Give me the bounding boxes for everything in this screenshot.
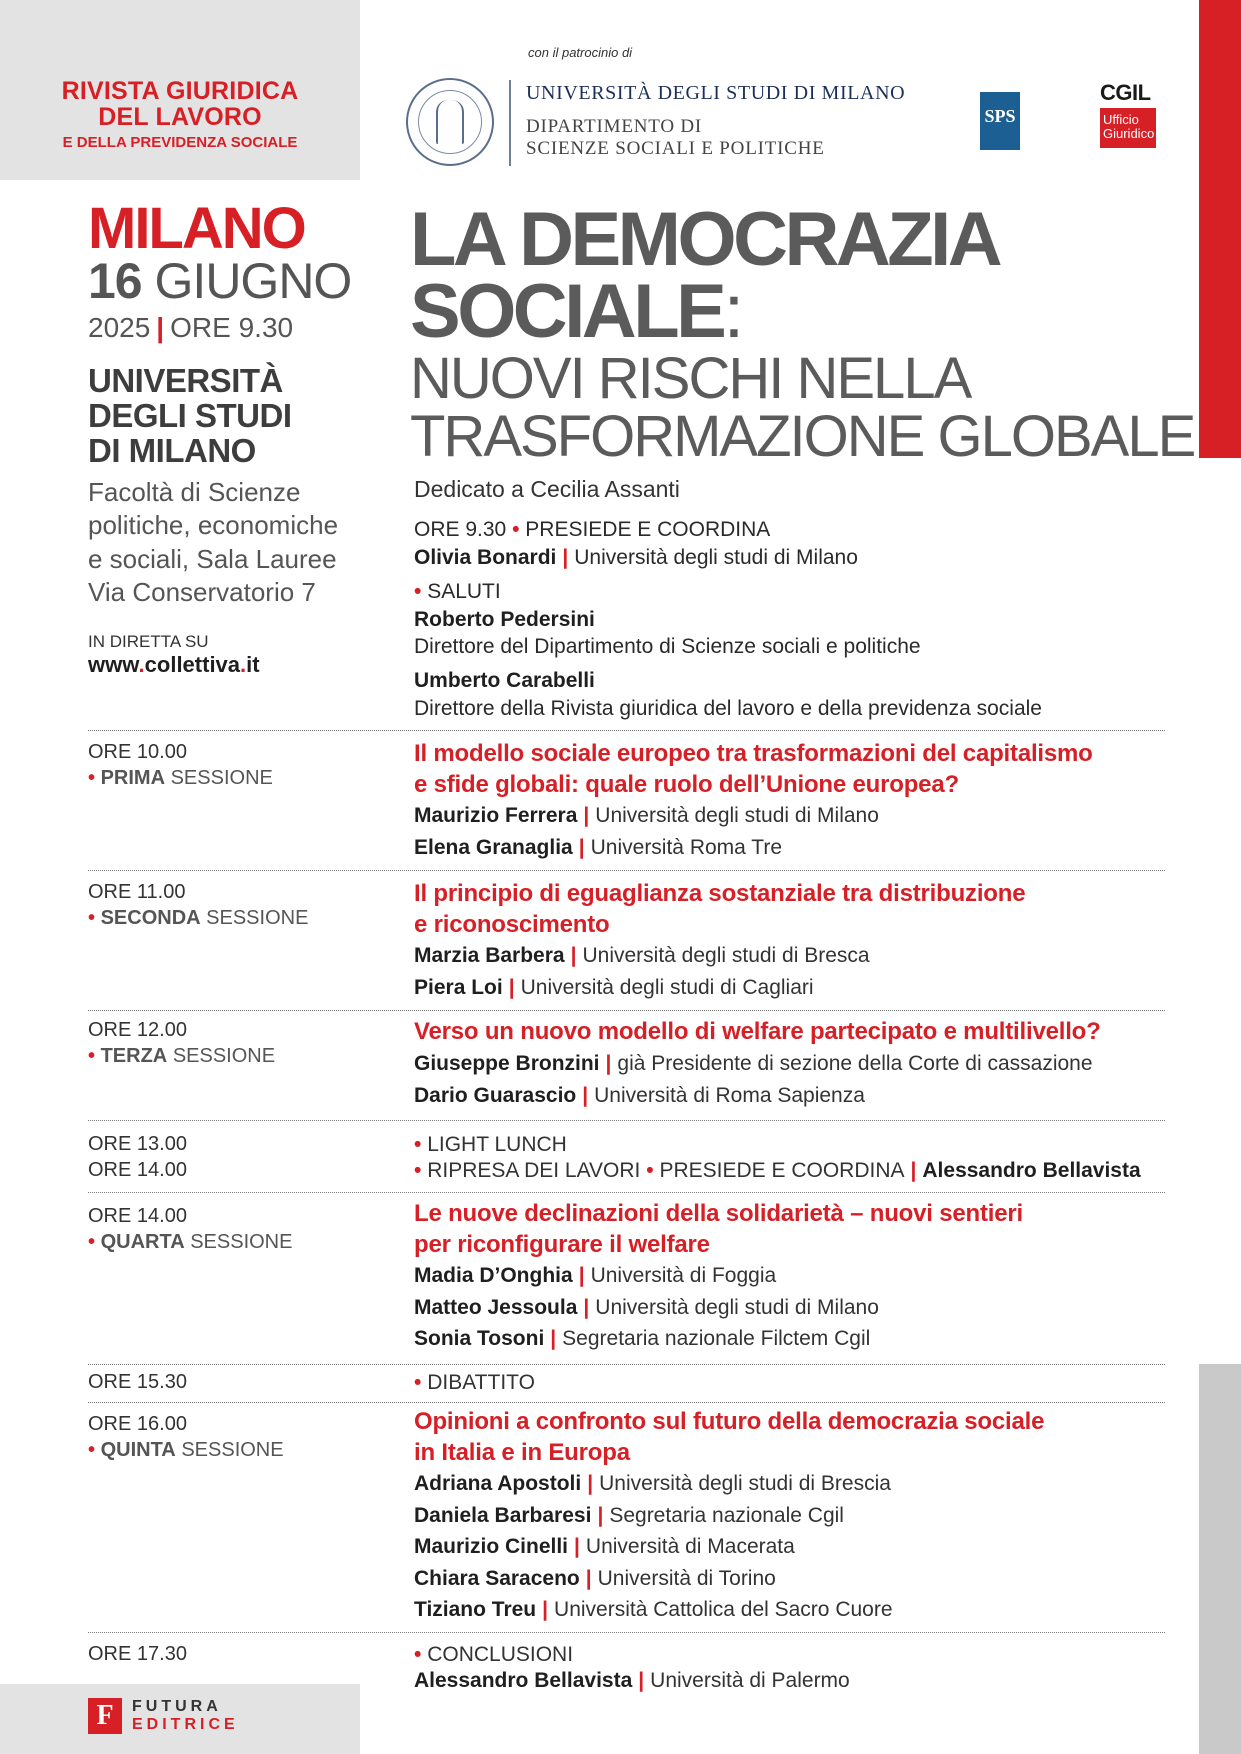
lunch-label: LIGHT LUNCH [427,1133,567,1156]
journal-line-3: E DELLA PREVIDENZA SOCIALE [62,133,298,151]
patronage-label: con il patrocinio di [528,45,633,60]
speaker-row: Marzia Barbera | Università degli studi di Bresca [414,944,870,967]
publisher-word-2: EDITRICE [132,1716,239,1733]
speaker-row: Sonia Tosoni | Segretaria nazionale Filctem Cgil [414,1327,871,1350]
session-1-label: • PRIMA SESSIONE [88,767,273,789]
greeting-2-name: Umberto Carabelli [414,669,595,693]
closing-speaker-name: Alessandro Bellavista [414,1669,633,1692]
divider-7 [88,1402,1165,1403]
speaker-affiliation: Università di Torino [597,1566,776,1590]
url-part-2: collettiva [144,652,241,677]
speaker-row: Elena Granaglia | Università Roma Tre [414,835,783,859]
speaker-row: Matteo Jessoula | Università degli studi di Milano [414,1295,879,1319]
speaker-row: Tiziano Treu | Università Cattolica del Sacro Cuore [414,1598,893,1621]
speaker-row: Dario Guarascio | Università di Roma Sapienza [414,1083,865,1107]
session-2-ordinal: SECONDA [100,907,201,929]
greetings-block: • SALUTI Roberto Pedersini Direttore del Dipartimento di Scienze sociali e politiche Umberto Carabelli Direttore della Rivista giuridica del lavoro e della previdenza sociale [414,578,1042,723]
faculty-line-3: e sociali, Sala Lauree [88,543,337,574]
speaker-affiliation: Università di Macerata [585,1535,795,1558]
event-year-time: 2025 | ORE 9.30 [88,312,294,343]
publisher-mark-icon: F [88,1698,122,1734]
resume-chair-name: Alessandro Bellavista [922,1159,1141,1182]
speaker-row: Adriana Apostoli | Università degli studi di Brescia [414,1472,891,1495]
debate-time: ORE 15.30 [88,1371,187,1393]
cgil-logo [1100,80,1158,148]
speaker-row: Maurizio Ferrera | Università degli studi di Milano [414,804,879,827]
journal-line-2: DEL LAVORO [98,103,262,132]
speaker-name: Dario Guarascio [414,1083,577,1107]
journal-logo [0,78,360,150]
session-4-title [414,1198,1023,1260]
speaker-affiliation: Università degli studi di Bresca [582,944,870,967]
speaker-affiliation: Università di Roma Sapienza [594,1083,865,1107]
session-4-title-line-1: Le nuove declinazioni della solidarietà – nuovi sentieri [414,1200,1023,1227]
sps-department-logo-icon: SPS [960,86,1038,160]
event-time: ORE 9.30 [170,312,294,343]
cgil-word: CGIL [1100,80,1151,105]
divider-5 [88,1192,1165,1193]
department-name [526,116,825,160]
main-title-word: SOCIALE [410,269,724,354]
cgil-sub-1: Ufficio [1103,112,1139,127]
session-5-word: SESSIONE [181,1439,284,1461]
opening-chair-affiliation: Università degli studi di Milano [574,545,858,569]
main-title-line-1: LA DEMOCRAZIA [410,197,1000,282]
divider-6 [88,1364,1165,1365]
session-5-label: • QUINTA SESSIONE [88,1439,284,1461]
speaker-name: Madia D’Onghia [414,1264,573,1287]
session-2-title-line-1: Il principio di eguaglianza sostanziale tra distribuzione [414,880,1026,907]
opening-chair-block: ORE 9.30 • PRESIEDE E COORDINA Olivia Bonardi | Università degli studi di Milano [414,518,858,569]
lunch-item: • LIGHT LUNCH [414,1133,567,1156]
department-line-2: SCIENZE SOCIALI E POLITICHE [526,138,825,160]
speaker-name: Daniela Barbaresi [414,1503,592,1527]
greetings-label: SALUTI [427,580,501,603]
session-3-title-line-1: Verso un nuovo modello di welfare partecipato e multilivello? [414,1018,1101,1045]
debate-item: • DIBATTITO [414,1371,535,1394]
closing-label: CONCLUSIONI [427,1643,574,1666]
speaker-name: Piera Loi [414,975,503,999]
speaker-name: Maurizio Ferrera [414,804,578,827]
session-4-word: SESSIONE [190,1231,293,1253]
speaker-affiliation: Università degli studi di Brescia [599,1472,891,1495]
opening-role: PRESIEDE E COORDINA [525,518,771,541]
session-1-ordinal: PRIMA [100,767,166,789]
faculty-line-4: Via Conservatorio 7 [88,576,316,607]
session-2-title [414,878,1025,940]
greeting-1-role: Direttore del Dipartimento di Scienze sociali e politiche [414,635,921,659]
divider-1 [88,730,1165,731]
speaker-affiliation: Università Cattolica del Sacro Cuore [554,1598,893,1621]
greeting-2-role: Direttore della Rivista giuridica del lavoro e della previdenza sociale [414,696,1042,720]
session-1-speakers [414,800,879,863]
speaker-name: Marzia Barbera [414,944,565,967]
speaker-affiliation: Università degli studi di Cagliari [520,975,814,999]
speaker-affiliation: Università degli studi di Milano [595,804,879,827]
session-5-title [414,1406,1044,1468]
session-5-time: ORE 16.00 [88,1413,187,1435]
department-line-1: DIPARTIMENTO DI [526,116,703,137]
event-faculty [88,476,338,609]
session-1-time: ORE 10.00 [88,741,187,763]
session-4-ordinal: QUARTA [100,1231,185,1253]
main-title-line-2 [410,269,745,354]
session-1-word: SESSIONE [170,767,273,789]
speaker-affiliation: Università degli studi di Milano [595,1295,879,1319]
resume-role: PRESIEDE E COORDINA [659,1159,905,1182]
session-5-speakers [414,1468,893,1626]
speaker-row: Maurizio Cinelli | Università di Macerata [414,1535,795,1558]
event-month: GIUGNO [154,253,352,309]
resume-item: • RIPRESA DEI LAVORI • PRESIEDE E COORDINA | Alessandro Bellavista [414,1159,1141,1182]
session-4-label: • QUARTA SESSIONE [88,1231,293,1253]
session-2-time: ORE 11.00 [88,881,186,903]
session-3-time: ORE 12.00 [88,1019,187,1041]
event-city: MILANO [88,196,305,261]
session-3-word: SESSIONE [172,1045,276,1067]
session-2-speakers [414,940,870,1003]
faculty-line-1: Facoltà di Scienze [88,477,301,507]
main-subtitle [410,346,1195,469]
venue-line-3: DI MILANO [88,431,256,469]
subtitle-line-1: NUOVI RISCHI NELLA [410,346,971,411]
session-2-word: SESSIONE [206,907,309,929]
speaker-affiliation: Segretaria nazionale Cgil [609,1503,844,1527]
divider-4 [88,1120,1165,1121]
session-4-speakers [414,1260,879,1355]
speaker-affiliation: Segretaria nazionale Filctem Cgil [562,1327,871,1350]
speaker-name: Maurizio Cinelli [414,1535,569,1558]
speaker-name: Adriana Apostoli [414,1472,582,1495]
speaker-row: Giuseppe Bronzini | già Presidente di sezione della Corte di cassazione [414,1052,1093,1075]
venue-line-1: UNIVERSITÀ [88,362,283,399]
divider-2 [88,870,1165,871]
lunch-time-2: ORE 14.00 [88,1159,187,1181]
event-day: 16 [88,253,142,309]
session-5-title-line-1: Opinioni a confronto sul futuro della democrazia sociale [414,1408,1045,1435]
university-name: UNIVERSITÀ DEGLI STUDI DI MILANO [526,82,906,104]
session-1-title-line-2: e sfide globali: quale ruolo dell’Unione europea? [414,771,959,799]
speaker-row: Daniela Barbaresi | Segretaria nazionale Cgil [414,1503,844,1527]
session-5-title-line-2: in Italia e in Europa [414,1439,630,1467]
speaker-name: Giuseppe Bronzini [414,1052,600,1075]
closing-speaker-affiliation: Università di Palermo [650,1669,850,1692]
debate-label: DIBATTITO [427,1371,535,1394]
speaker-name: Tiziano Treu [414,1598,537,1621]
closing-item: • CONCLUSIONI [414,1643,574,1666]
resume-label: RIPRESA DEI LAVORI [427,1159,641,1182]
divider-8 [88,1632,1165,1633]
university-seal-icon [406,78,494,166]
speaker-affiliation: Università Roma Tre [590,835,783,859]
cgil-sub-2: Giuridico [1103,126,1155,142]
speaker-name: Sonia Tosoni [414,1327,545,1350]
faculty-line-2: politiche, economiche [88,510,339,541]
speaker-row: Piera Loi | Università degli studi di Cagliari [414,975,814,999]
divider-3 [88,1010,1165,1011]
speaker-name: Matteo Jessoula [414,1295,578,1319]
speaker-row: Madia D’Onghia | Università di Foggia [414,1264,777,1287]
subtitle-line-2: TRASFORMAZIONE GLOBALE [410,404,1195,469]
session-4-time: ORE 14.00 [88,1205,187,1227]
speaker-affiliation: già Presidente di sezione della Corte di cassazione [617,1052,1093,1075]
logo-divider [509,80,511,166]
main-title-colon: : [723,269,745,354]
session-3-ordinal: TERZA [100,1045,168,1067]
session-2-title-line-2: e riconoscimento [414,911,610,939]
event-venue [88,364,292,469]
closing-time: ORE 17.30 [88,1643,187,1665]
speaker-name: Elena Granaglia [414,835,573,859]
cgil-office-badge [1100,108,1156,148]
grey-side-bar [1199,1364,1241,1754]
event-date [88,253,352,309]
session-3-label: • TERZA SESSIONE [88,1045,276,1067]
venue-line-2: DEGLI STUDI [88,396,292,434]
url-part-1: www [88,652,139,677]
red-side-bar [1199,0,1241,458]
speaker-affiliation: Università di Foggia [590,1264,777,1287]
publisher-word-1: FUTURA [132,1698,222,1715]
dedication: Dedicato a Cecilia Assanti [414,476,680,502]
session-4-title-line-2: per riconfigurare il welfare [414,1231,710,1259]
lunch-time-1: ORE 13.00 [88,1133,187,1155]
journal-line-1: RIVISTA GIURIDICA [61,77,299,105]
live-url-link[interactable] [88,652,260,678]
opening-time: ORE 9.30 [414,518,507,541]
url-dot-2: . [240,652,247,677]
opening-chair-name: Olivia Bonardi [414,545,557,569]
speaker-name: Chiara Saraceno [414,1566,580,1590]
session-1-title [414,738,1093,800]
speaker-row: Chiara Saraceno | Università di Torino [414,1566,776,1590]
greeting-1-name: Roberto Pedersini [414,607,595,631]
session-1-title-line-1: Il modello sociale europeo tra trasformazioni del capitalismo [414,740,1093,767]
url-dot-1: . [138,652,145,677]
closing-speaker: Alessandro Bellavista | Università di Palermo [414,1669,850,1692]
live-label: IN DIRETTA SU [88,632,209,651]
session-5-ordinal: QUINTA [100,1439,176,1461]
session-3-speakers [414,1048,1093,1111]
event-year: 2025 [88,312,151,343]
session-2-label: • SECONDA SESSIONE [88,907,309,929]
session-3-title [414,1016,1101,1047]
url-part-3: it [246,652,260,677]
